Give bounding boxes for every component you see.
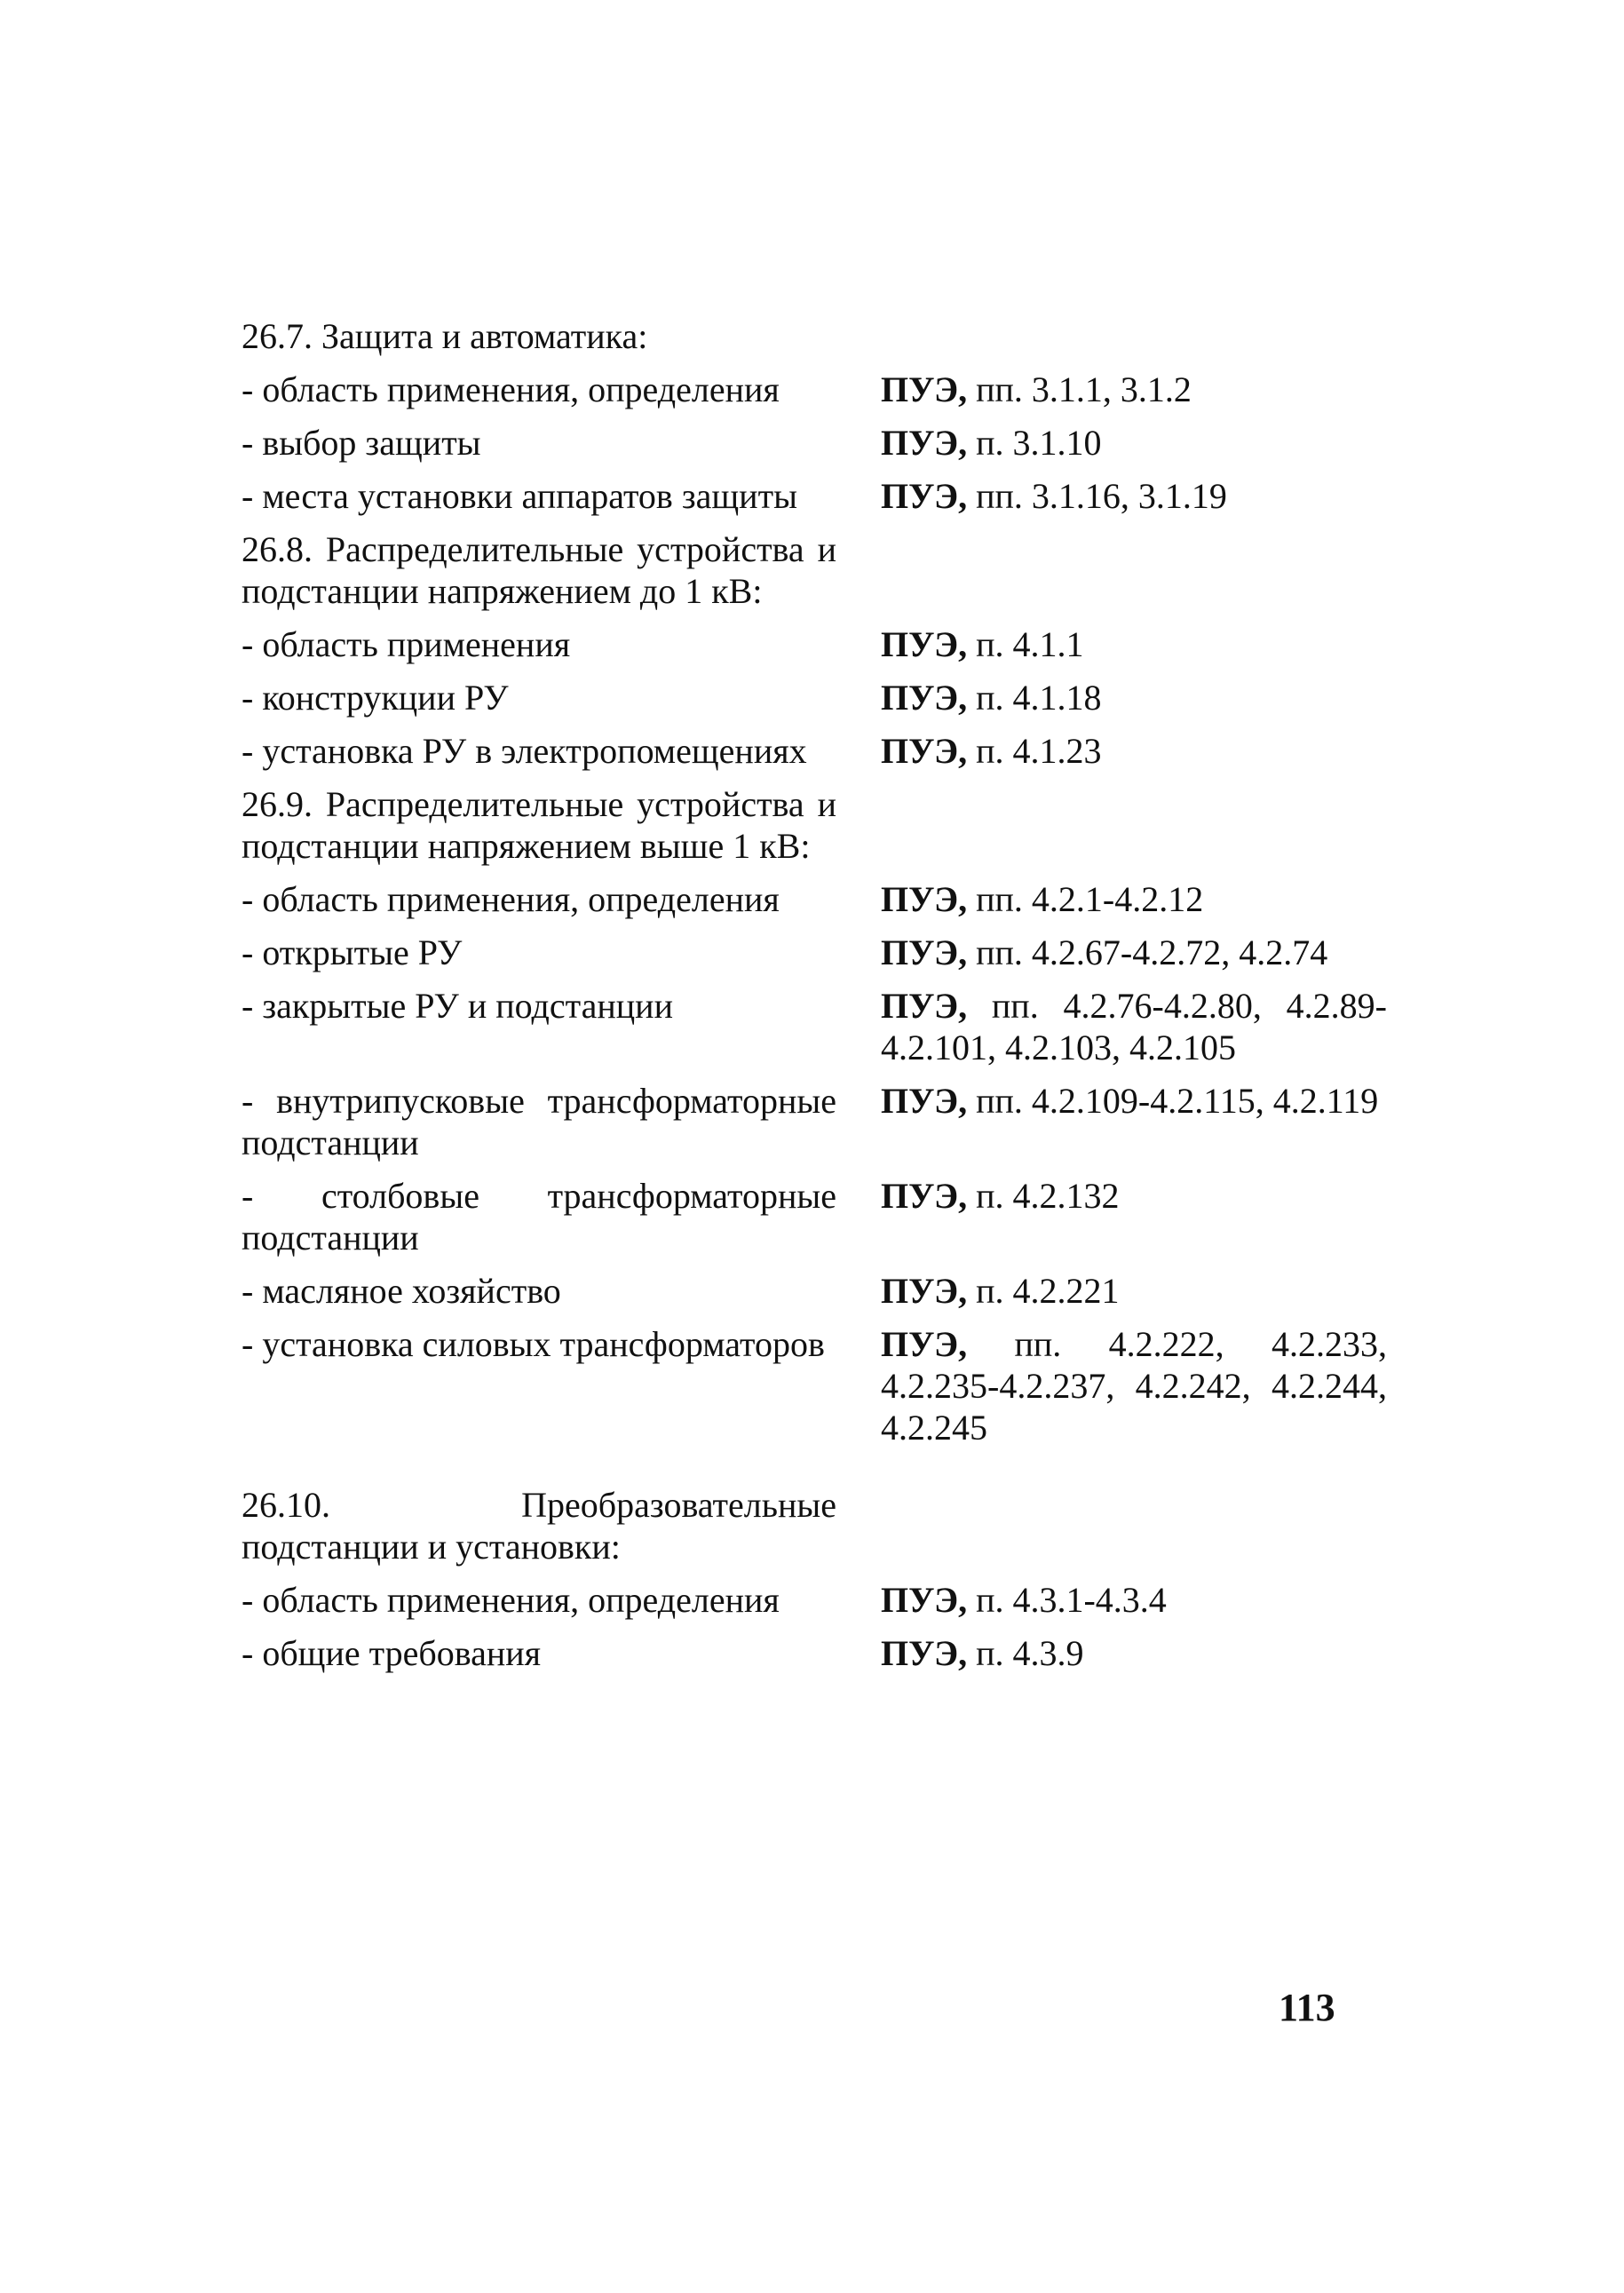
row-label: - масляное хозяйство [242, 1271, 561, 1311]
reference-items: п. 4.3.1-4.3.4 [967, 1580, 1167, 1620]
reference-items: п. 4.3.9 [967, 1633, 1084, 1673]
row-label: - установка силовых трансформаторов [242, 1324, 825, 1364]
reference-source: ПУЭ, [881, 1580, 968, 1620]
table-row [242, 985, 1387, 1068]
section-heading-26-9 [242, 783, 1387, 867]
row-reference [881, 623, 1387, 665]
row-label: - область применения, определения [242, 369, 780, 409]
row-reference [881, 878, 1387, 920]
row-reference [881, 985, 1387, 1068]
reference-items: п. 4.1.1 [967, 624, 1084, 664]
reference-items: п. 4.1.23 [967, 731, 1102, 771]
section-heading-26-10 [242, 1484, 1387, 1567]
reference-source: ПУЭ, [881, 1633, 968, 1673]
reference-source: ПУЭ, [881, 476, 968, 516]
reference-source: ПУЭ, [881, 879, 968, 919]
row-label: - открытые РУ [242, 932, 463, 972]
row-label: - внутрипусковые трансформаторные подстанции [242, 1081, 836, 1162]
row-reference [881, 1175, 1387, 1217]
table-row [242, 1579, 1387, 1621]
reference-source: ПУЭ, [881, 678, 968, 718]
row-label: - общие требования [242, 1633, 542, 1673]
row-label: 26.8. Распределительные устройства и подстанции напряжением до 1 кВ: [242, 529, 836, 611]
table-row [242, 369, 1387, 410]
reference-source: ПУЭ, [881, 1176, 968, 1216]
reference-source: ПУЭ, [881, 1081, 968, 1121]
row-label: - область применения, определения [242, 879, 780, 919]
reference-items: пп. 4.2.1-4.2.12 [967, 879, 1204, 919]
table-row [242, 932, 1387, 973]
row-reference [881, 932, 1387, 973]
row-label: - область применения, определения [242, 1580, 780, 1620]
row-label: - выбор защиты [242, 423, 481, 463]
table-row [242, 1323, 1387, 1448]
reference-source: ПУЭ, [881, 1271, 968, 1311]
row-reference [881, 730, 1387, 772]
reference-items: п. 4.2.221 [967, 1271, 1120, 1311]
table-row [242, 1270, 1387, 1312]
row-label: - установка РУ в электропомещениях [242, 731, 807, 771]
table-row [242, 1175, 1387, 1258]
table-row [242, 475, 1387, 517]
table-row [242, 878, 1387, 920]
reference-source: ПУЭ, [881, 369, 968, 409]
row-label: 26.10. Преобразовательные подстанции и установки: [242, 1485, 836, 1567]
row-reference [881, 369, 1387, 410]
reference-source: ПУЭ, [881, 423, 968, 463]
reference-items: п. 4.1.18 [967, 678, 1102, 718]
row-reference [881, 475, 1387, 517]
row-label: - столбовые трансформаторные подстанции [242, 1176, 836, 1258]
row-label: 26.9. Распределительные устройства и подстанции напряжением выше 1 кВ: [242, 784, 836, 866]
reference-items: пп. 4.2.222, 4.2.233, 4.2.235-4.2.237, 4.2.242, 4.2.244, 4.2.245 [881, 1324, 1387, 1448]
row-reference [881, 422, 1387, 464]
reference-source: ПУЭ, [881, 624, 968, 664]
table-row [242, 1632, 1387, 1674]
reference-source: ПУЭ, [881, 731, 968, 771]
table-row [242, 1080, 1387, 1163]
table-row [242, 677, 1387, 718]
section-heading-26-8 [242, 528, 1387, 612]
row-label: - область применения [242, 624, 571, 664]
row-label: - конструкции РУ [242, 678, 509, 718]
page-number: 113 [1279, 1986, 1335, 2029]
reference-source: ПУЭ, [881, 932, 968, 972]
table-row [242, 422, 1387, 464]
reference-source: ПУЭ, [881, 1324, 968, 1364]
section-heading-26-7 [242, 315, 1387, 357]
row-label: 26.7. Защита и автоматика: [242, 316, 648, 356]
table-row [242, 623, 1387, 665]
row-reference [881, 1323, 1387, 1448]
reference-items: пп. 4.2.76-4.2.80, 4.2.89-4.2.101, 4.2.103, 4.2.105 [881, 986, 1387, 1067]
references-table [242, 315, 1387, 1686]
row-label: - места установки аппаратов защиты [242, 476, 797, 516]
reference-items: пп. 3.1.16, 3.1.19 [967, 476, 1227, 516]
row-label: - закрытые РУ и подстанции [242, 986, 673, 1026]
row-reference [881, 1080, 1387, 1122]
reference-items: пп. 4.2.67-4.2.72, 4.2.74 [967, 932, 1328, 972]
table-row [242, 730, 1387, 772]
row-reference [881, 1579, 1387, 1621]
reference-items: п. 3.1.10 [967, 423, 1102, 463]
reference-items: п. 4.2.132 [967, 1176, 1120, 1216]
row-reference [881, 1632, 1387, 1674]
row-reference [881, 1270, 1387, 1312]
reference-source: ПУЭ, [881, 986, 968, 1026]
reference-items: пп. 4.2.109-4.2.115, 4.2.119 [967, 1081, 1379, 1121]
reference-items: пп. 3.1.1, 3.1.2 [967, 369, 1192, 409]
row-reference [881, 677, 1387, 718]
